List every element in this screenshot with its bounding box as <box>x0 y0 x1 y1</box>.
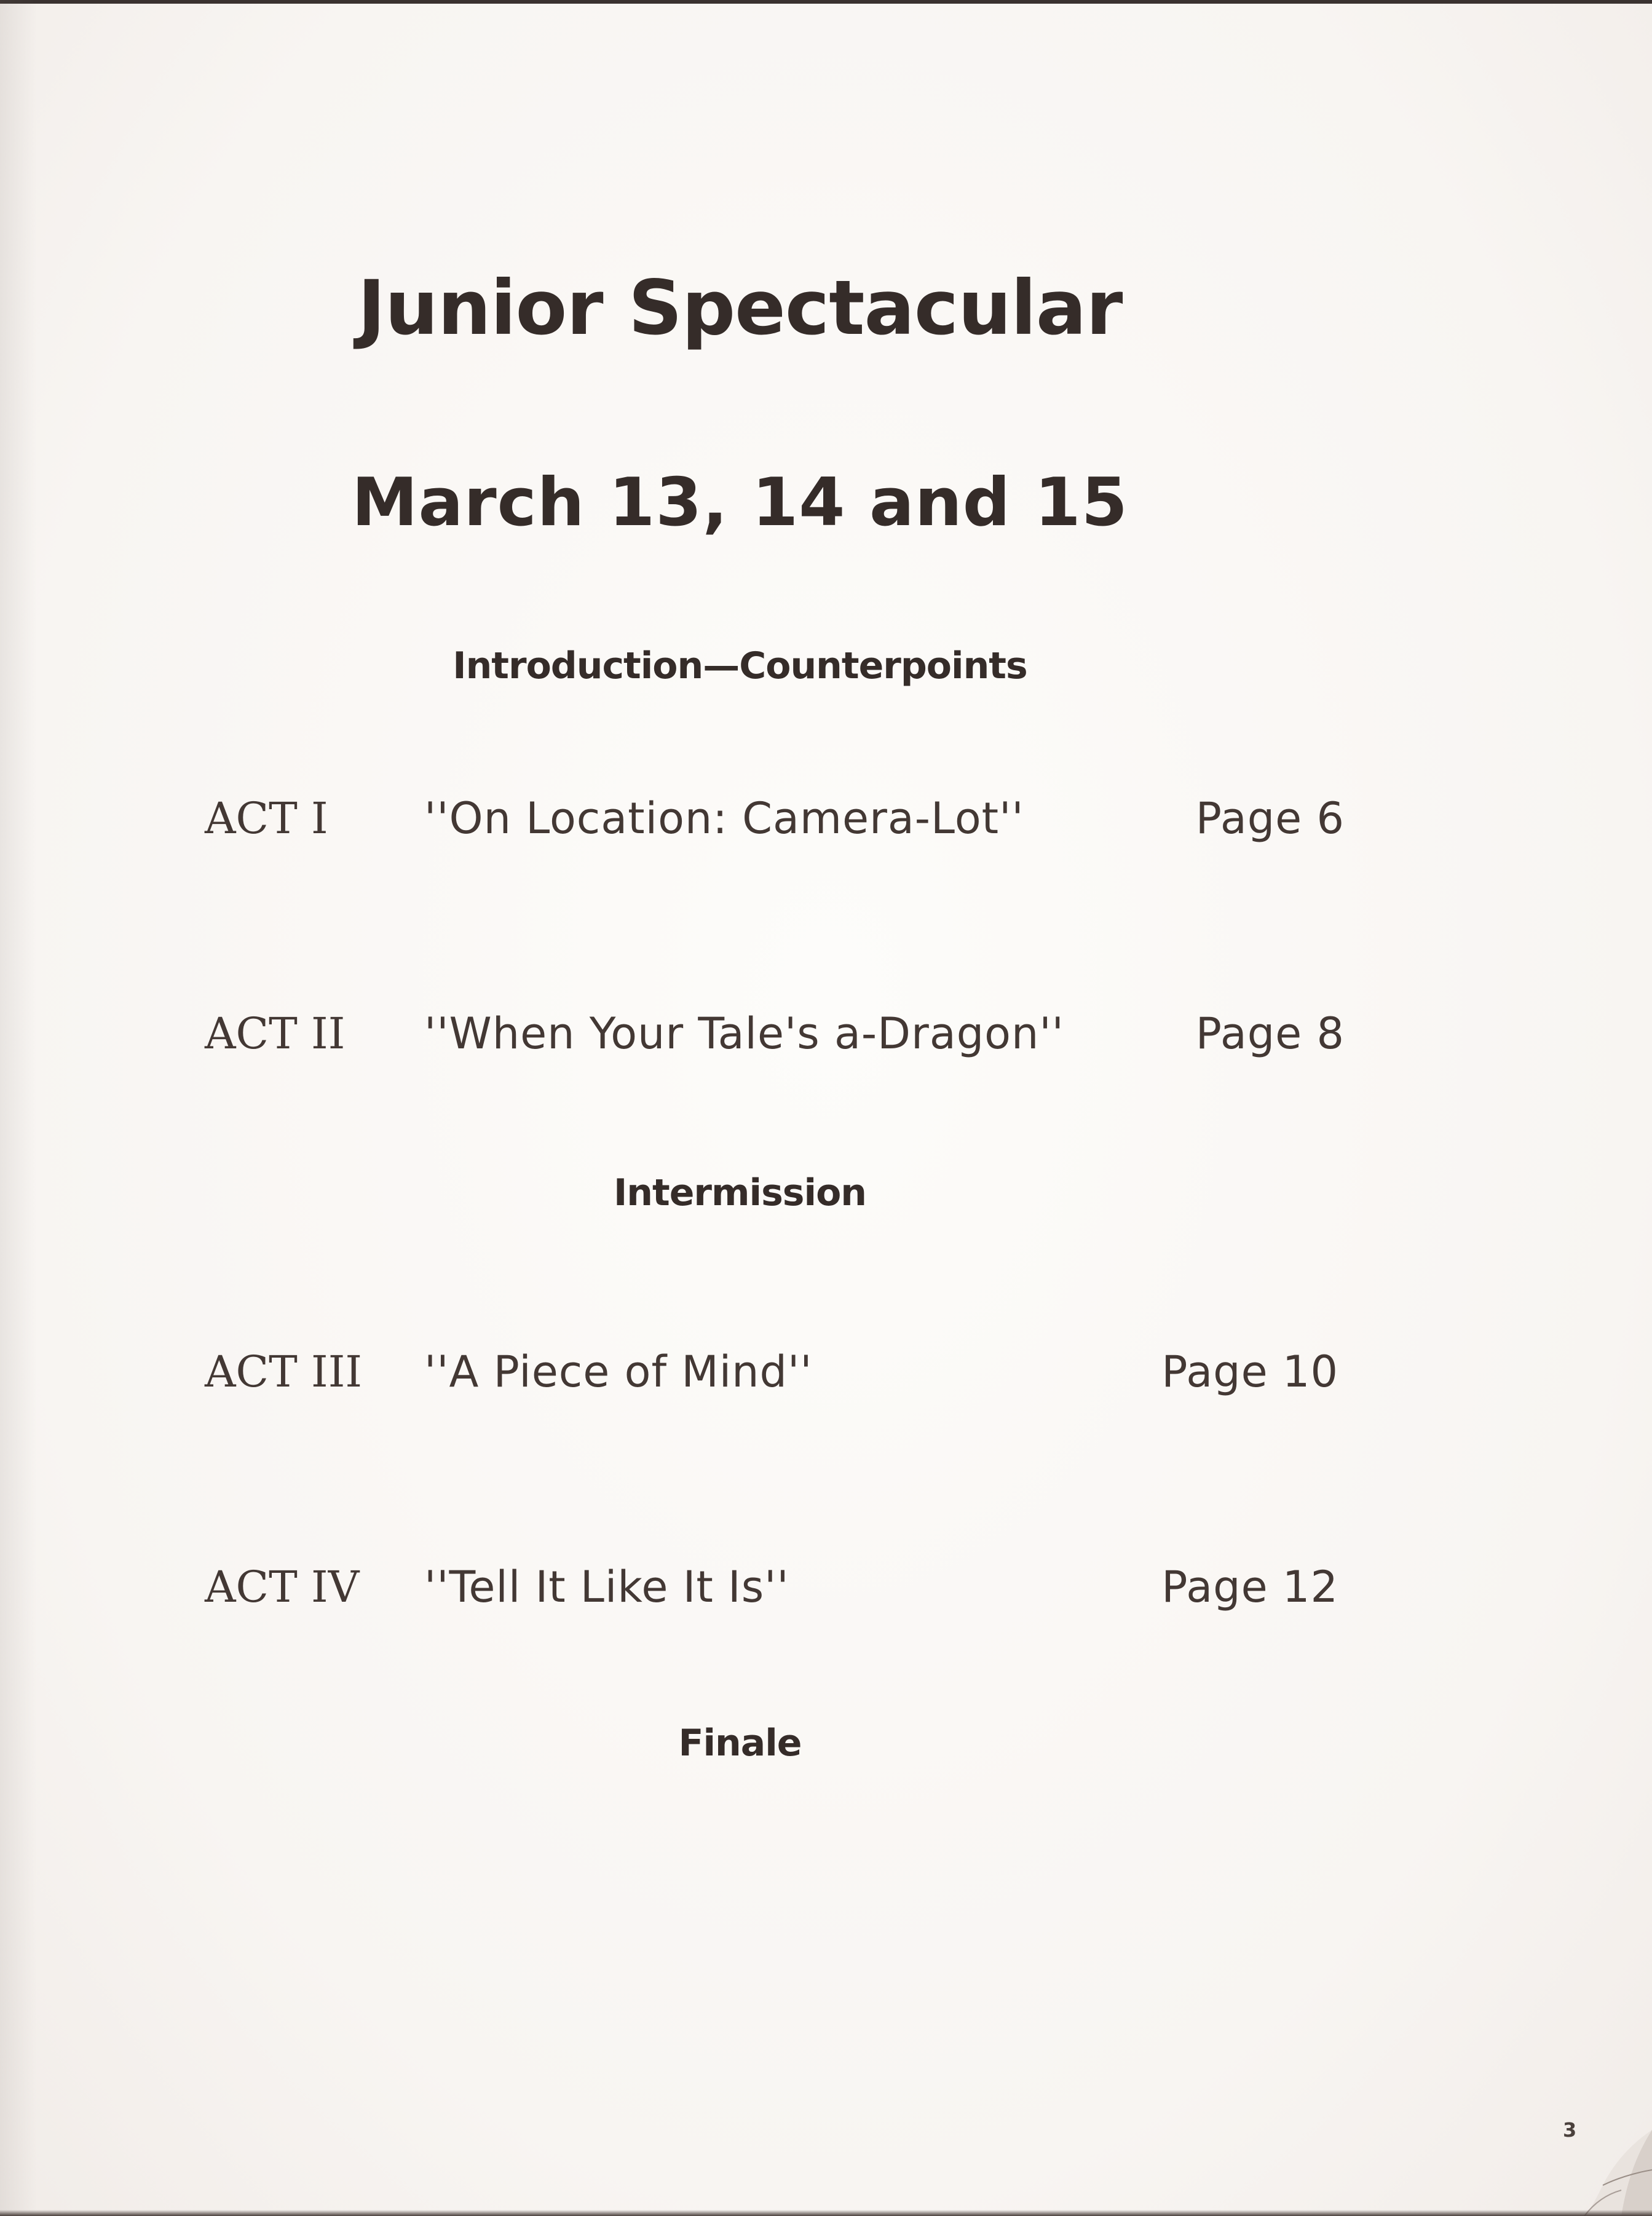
act-title: ''Tell It Like It Is'' <box>424 1562 789 1612</box>
intermission-heading: Intermission <box>613 1171 867 1214</box>
act-page-ref: Page 12 <box>1161 1562 1338 1612</box>
act-label: ACT II <box>205 1008 346 1059</box>
page-curl-icon <box>1560 2118 1652 2216</box>
act-label: ACT IV <box>205 1562 360 1612</box>
act-label: ACT III <box>205 1347 363 1397</box>
act-page-ref: Page 10 <box>1161 1347 1338 1397</box>
introduction-heading: Introduction—Counterpoints <box>453 644 1027 687</box>
act-row <box>0 1347 1652 1402</box>
act-page-ref: Page 6 <box>1195 793 1345 844</box>
finale-heading: Finale <box>678 1722 802 1765</box>
act-title: ''On Location: Camera-Lot'' <box>424 793 1024 844</box>
act-label: ACT I <box>205 793 328 844</box>
act-page-ref: Page 8 <box>1195 1008 1345 1059</box>
page-bottom-edge <box>0 2210 1652 2216</box>
act-row <box>0 1008 1652 1064</box>
act-title: ''A Piece of Mind'' <box>424 1347 813 1397</box>
page-top-edge <box>0 0 1652 4</box>
program-title: Junior Spectacular <box>357 264 1123 352</box>
program-dates: March 13, 14 and 15 <box>352 464 1128 541</box>
act-row <box>0 1562 1652 1617</box>
act-title: ''When Your Tale's a-Dragon'' <box>424 1008 1064 1059</box>
page-number: 3 <box>1563 2118 1577 2142</box>
act-row <box>0 793 1652 849</box>
